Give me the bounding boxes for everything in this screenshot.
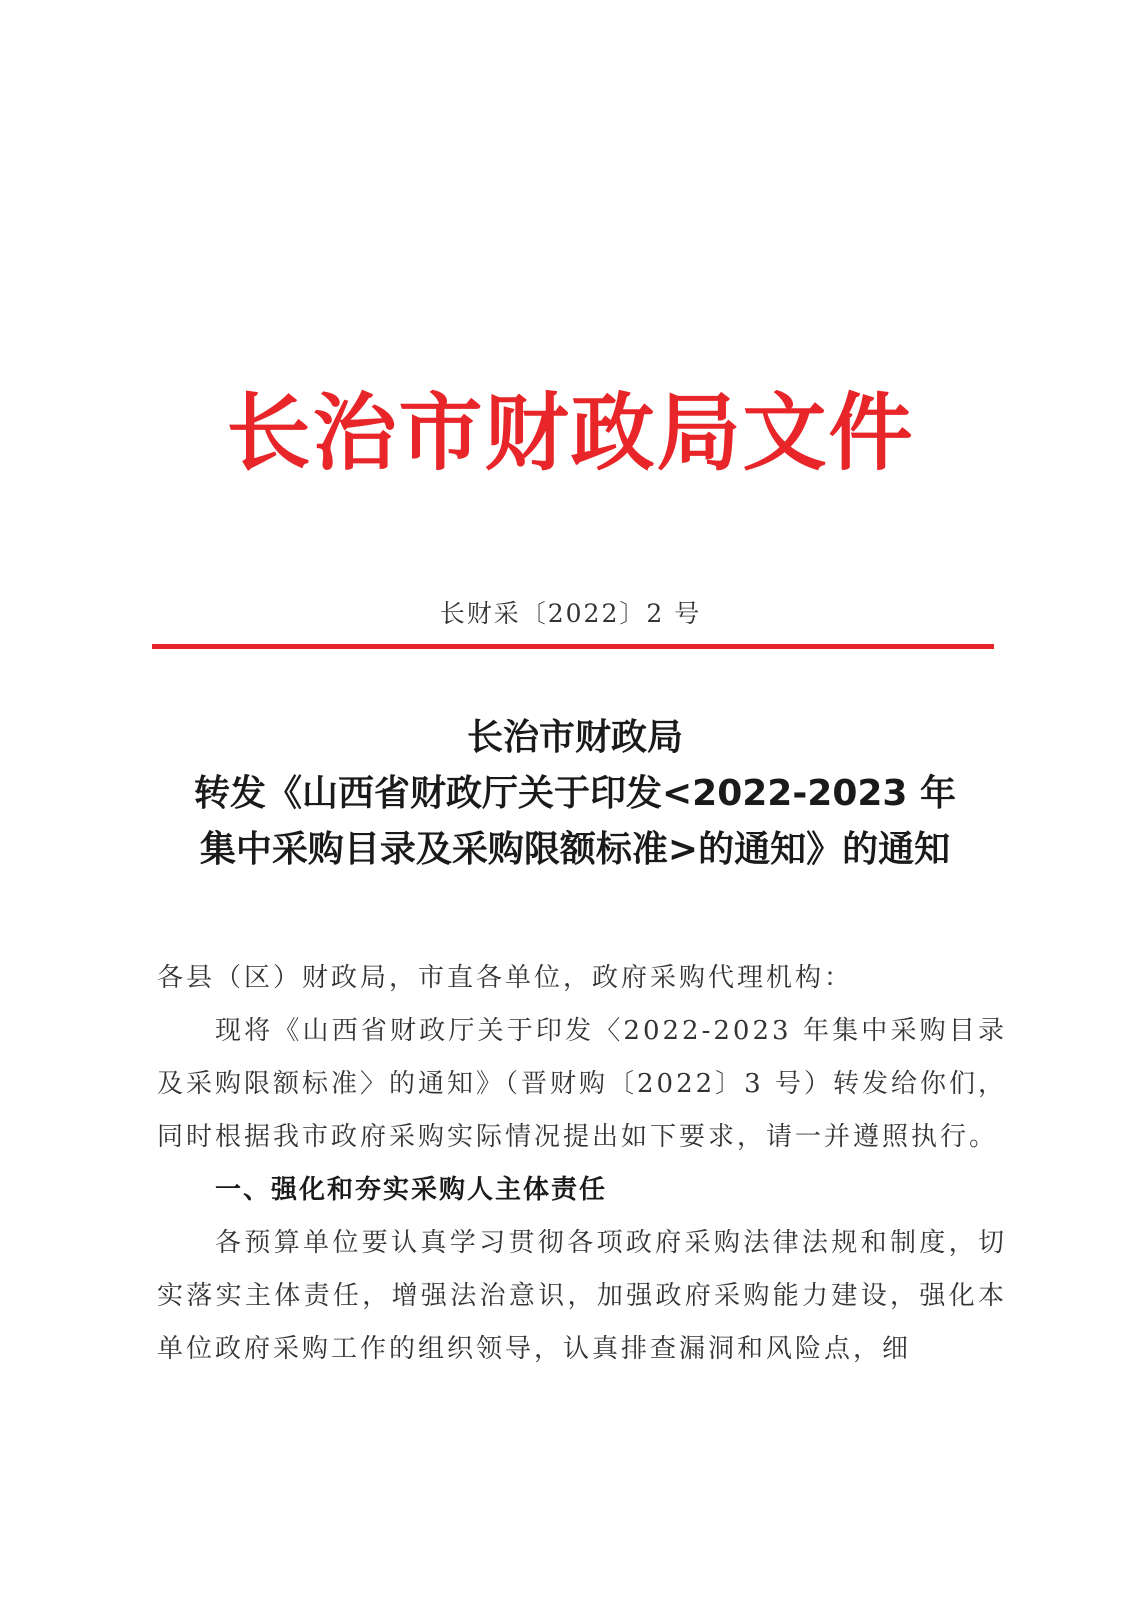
red-divider-line xyxy=(152,644,994,649)
issuer-header-title: 长治市财政局文件 xyxy=(226,384,915,482)
title-line-1: 长治市财政局 xyxy=(466,717,683,758)
document-title xyxy=(140,710,1010,878)
body-paragraph: 各预算单位要认真学习贯彻各项政府采购法律法规和制度，切实落实主体责任，增强法治意识，加强政府采购能力建设，强化本单位政府采购工作的组织领导，认真排查漏洞和风险点，细 xyxy=(157,1228,1007,1364)
document-number: 长财采〔2022〕2 号 xyxy=(439,599,702,628)
body-paragraph: 现将《山西省财政厅关于印发〈2022-2023 年集中采购目录及采购限额标准〉的通知》（晋财购〔2022〕3 号）转发给你们，同时根据我市政府采购实际情况提出如下要求，请一并遵照执行。 xyxy=(157,1016,1007,1152)
title-line-3: 集中采购目录及采购限额标准>的通知》的通知 xyxy=(199,829,951,870)
document-body xyxy=(157,952,1007,1376)
section-heading: 一、强化和夯实采购人主体责任 xyxy=(215,1175,608,1205)
title-line-2: 转发《山西省财政厅关于印发<2022-2023 年 xyxy=(193,773,957,814)
salutation: 各县（区）财政局，市直各单位，政府采购代理机构： xyxy=(157,963,854,993)
